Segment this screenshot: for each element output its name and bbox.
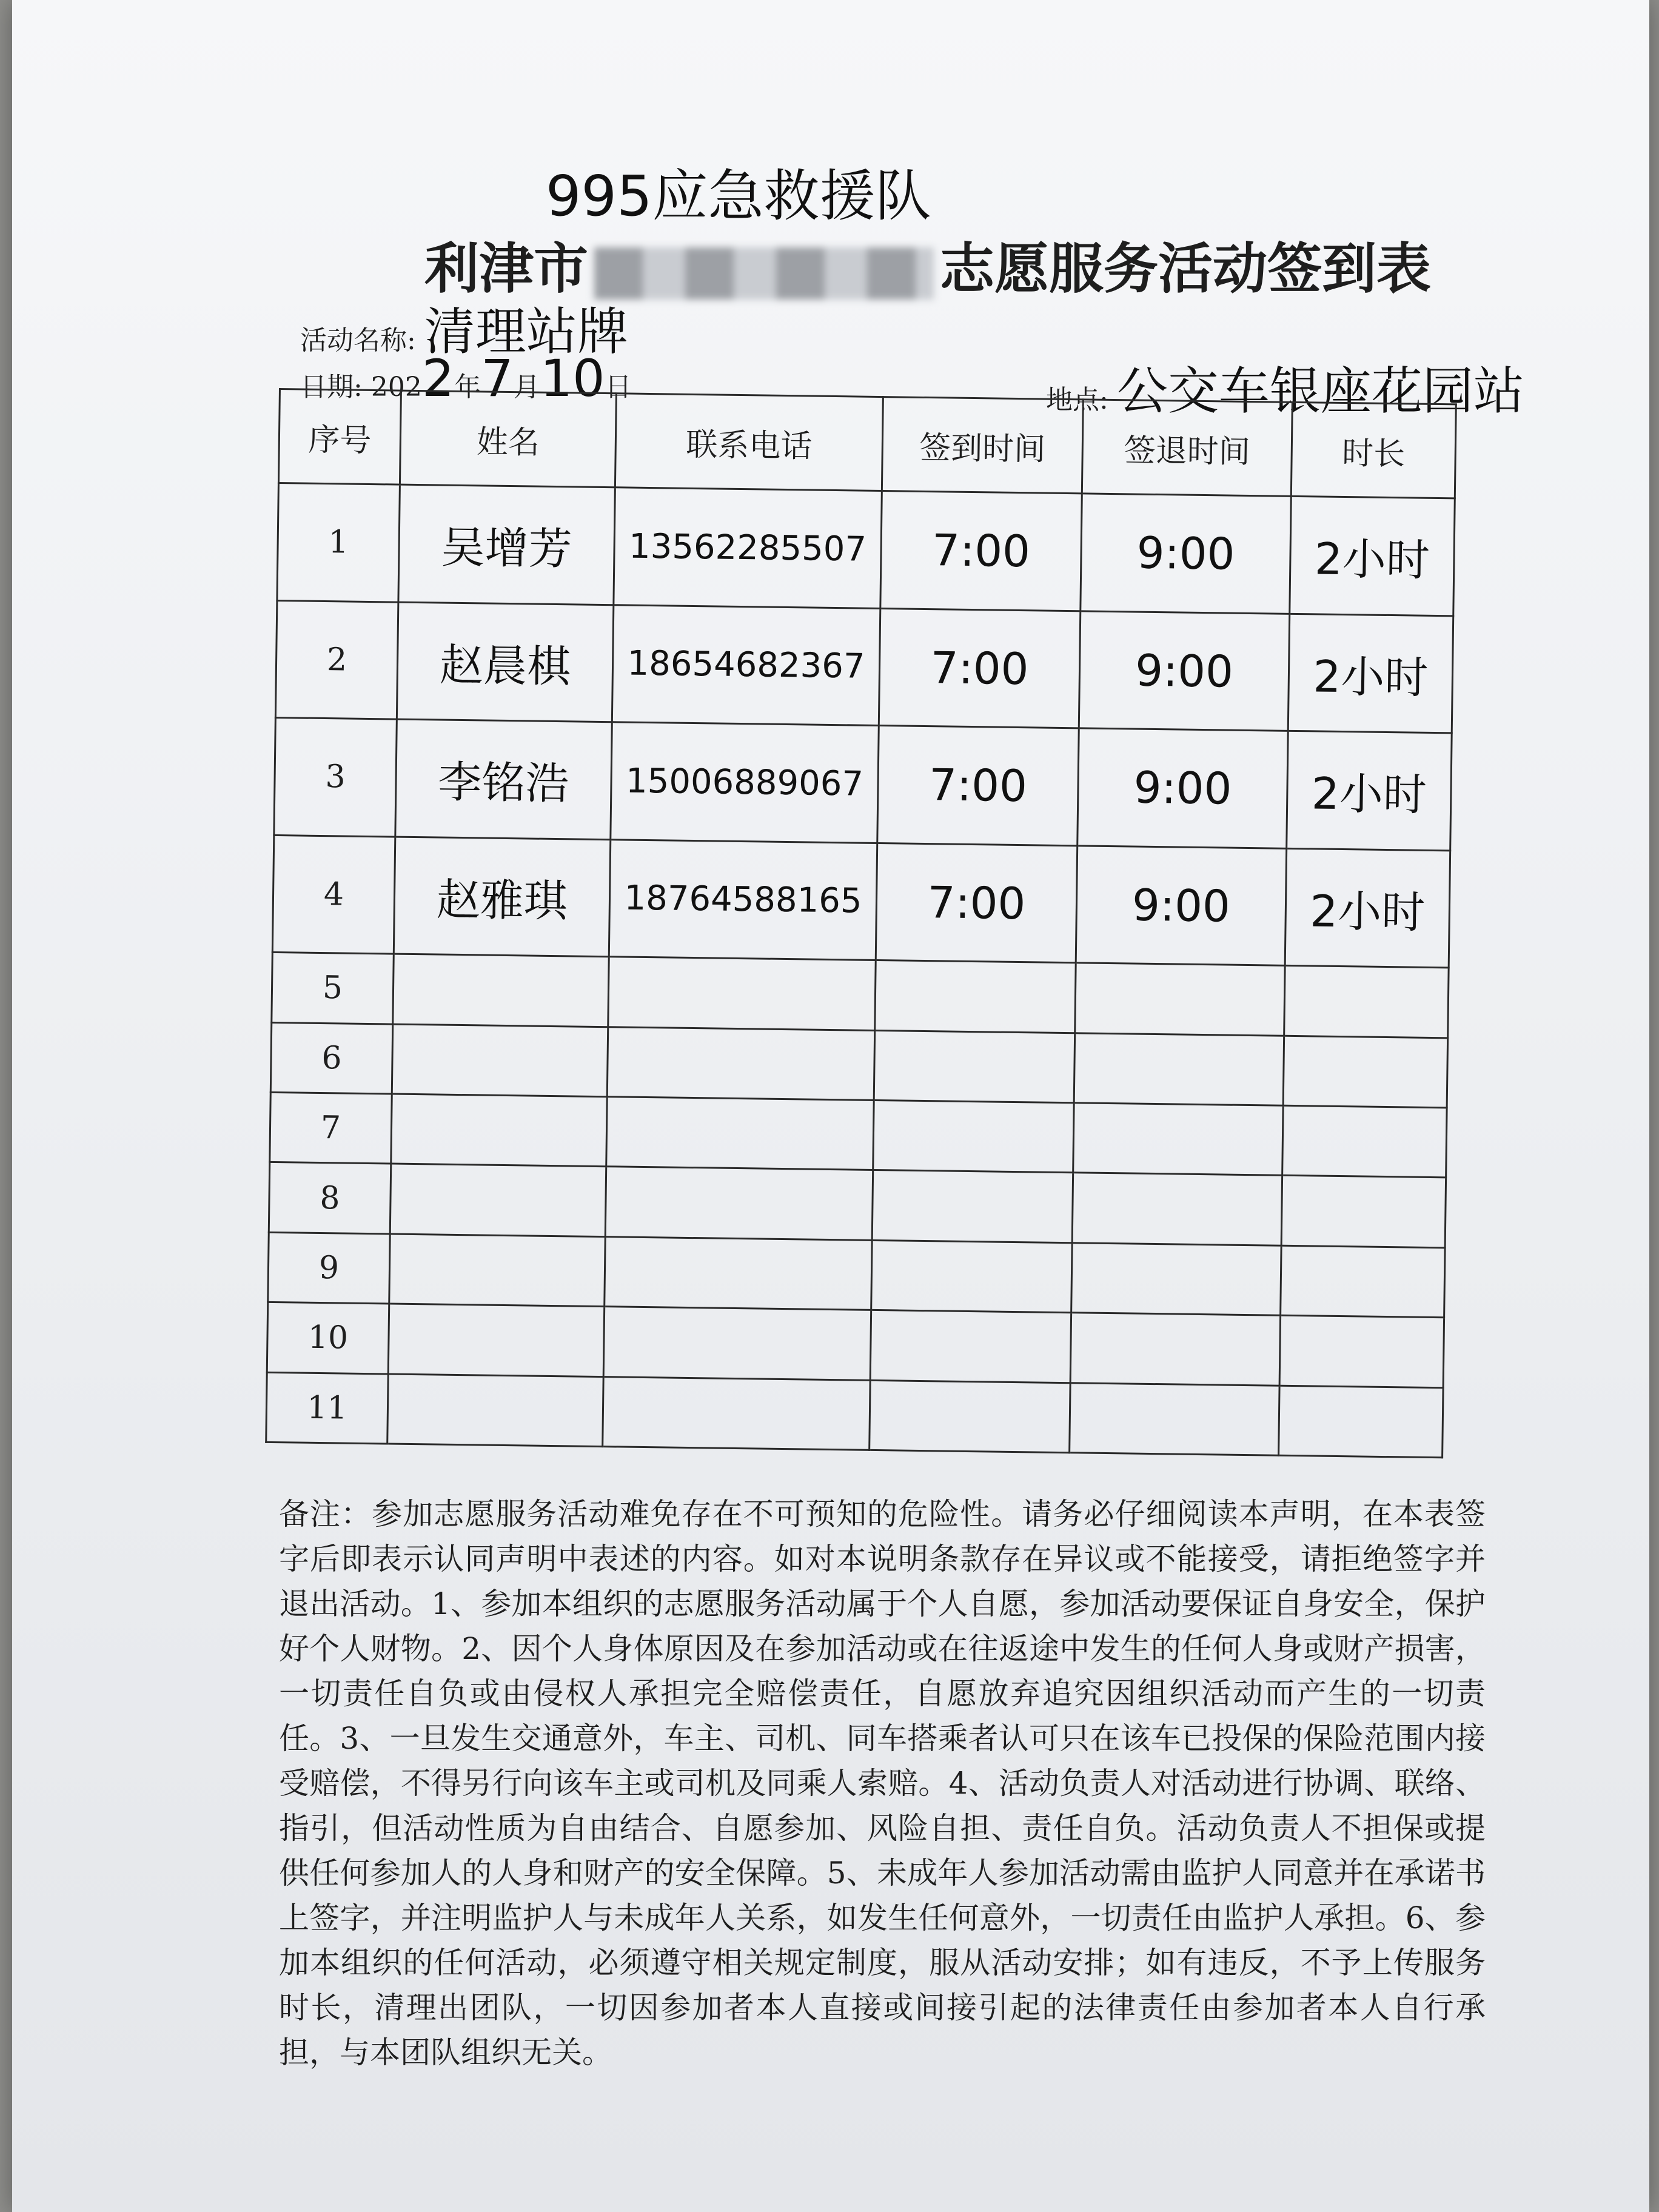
row-check-out: 9:00 — [1079, 611, 1290, 731]
row-phone — [605, 1236, 872, 1310]
row-index: 7 — [270, 1092, 392, 1164]
row-phone: 13562285507 — [614, 488, 882, 608]
table-row — [274, 718, 1452, 851]
row-duration: 2小时 — [1288, 614, 1453, 733]
row-check-in: 7:00 — [876, 843, 1078, 963]
row-check-out — [1073, 1103, 1283, 1176]
row-duration — [1281, 1245, 1445, 1318]
row-name: 赵晨棋 — [397, 602, 614, 722]
row-index: 11 — [266, 1372, 388, 1444]
date-year-handwritten: 2 — [421, 349, 455, 408]
disclaimer-notes: 备注：参加志愿服务活动难免存在不可预知的危险性。请务必仔细阅读本声明，在本表签字后即表示认同声明中表述的内容。如对本说明条款存在异议或不能接受，请拒绝签字并退出活动。1、参加本组织的志愿服务活动属于个人自愿，参加活动要保证自身安全，保护好个人财物。2、因个人身体原因及在参加活动或在往返途中发生的任何人身或财产损害，一切责任自负或由侵权人承担完全赔偿责任，自愿放弃追究因组织活动而产生的一切责任。3、一旦发生交通意外，车主、司机、同车搭乘者认可只在该车已投保的保险范围内接受赔偿，不得另行向该车主或司机及同乘人索赔。4、活动负责人对活动进行协调、联络、指引，但活动性质为自由结合、自愿参加、风险自担、责任自负。活动负责人不担保或提供任何参加人的人身和财产的安全保障。5、未成年人参加活动需由监护人同意并在承诺书上签字，并注明监护人与未成年人关系，如发生任何意外，一切责任由监护人承担。6、参加本组织的任何活动，必须遵守相关规定制度，服从活动安排；如有违反，不予上传服务时长，清理出团队，一切因参加者本人直接或间接引起的法律责任由参加者本人自行承担，与本团队组织无关。 — [279, 1496, 1486, 2070]
row-duration — [1282, 1105, 1447, 1178]
row-check-in: 7:00 — [879, 608, 1081, 728]
row-name — [390, 1164, 606, 1236]
location-label: 地点: — [1046, 384, 1108, 415]
row-duration: 2小时 — [1285, 848, 1450, 968]
row-index: 9 — [268, 1232, 390, 1304]
row-phone — [603, 1376, 870, 1450]
row-duration — [1283, 1036, 1447, 1108]
row-name: 李铭浩 — [395, 719, 612, 839]
row-check-out — [1074, 1033, 1284, 1105]
row-phone — [605, 1167, 873, 1240]
row-index: 3 — [274, 718, 397, 837]
row-index: 1 — [277, 483, 400, 602]
row-name — [388, 1304, 604, 1376]
row-name — [387, 1374, 603, 1447]
row-duration: 2小时 — [1290, 496, 1455, 615]
row-check-out — [1072, 1173, 1282, 1245]
row-name — [389, 1234, 605, 1307]
row-index: 5 — [272, 953, 394, 1024]
row-phone: 18764588165 — [609, 839, 877, 960]
date-day: 10 — [540, 349, 605, 408]
row-index: 2 — [275, 600, 398, 719]
activity-value: 清理站牌 — [424, 302, 628, 361]
row-duration — [1279, 1315, 1444, 1387]
row-phone — [607, 1027, 874, 1100]
header-name: 姓名 — [400, 390, 616, 488]
activity-label: 活动名称: — [300, 325, 416, 356]
header-phone: 联系电话 — [615, 394, 883, 491]
title-prefix: 利津市 — [424, 236, 588, 301]
row-duration: 2小时 — [1287, 731, 1452, 850]
row-name — [392, 1024, 608, 1097]
row-index: 10 — [267, 1302, 389, 1374]
date-month-unit: 月 — [513, 372, 540, 403]
row-check-out — [1070, 1382, 1279, 1455]
row-name — [393, 954, 609, 1027]
row-check-in — [874, 1030, 1074, 1103]
sign-in-sheet — [12, 0, 1649, 2212]
date-year-unit: 年 — [454, 372, 481, 403]
header-duration: 时长 — [1291, 402, 1456, 498]
row-check-in: 7:00 — [880, 491, 1082, 611]
row-check-in — [873, 1100, 1074, 1173]
table-row — [266, 1372, 1443, 1458]
date-day-unit: 日 — [605, 372, 632, 403]
date-year-printed: 202 — [370, 372, 422, 403]
row-check-out — [1070, 1313, 1280, 1386]
row-phone: 18654682367 — [612, 605, 880, 725]
row-phone — [608, 957, 876, 1030]
row-phone: 15006889067 — [611, 722, 879, 843]
row-index: 8 — [269, 1162, 390, 1234]
row-check-in — [872, 1170, 1073, 1243]
row-phone — [606, 1097, 874, 1170]
header-check-in: 签到时间 — [882, 397, 1083, 494]
row-check-in: 7:00 — [877, 726, 1079, 846]
row-name: 吴增芳 — [398, 484, 615, 605]
row-check-out: 9:00 — [1078, 728, 1289, 848]
table-row — [275, 600, 1453, 733]
row-duration — [1281, 1176, 1446, 1248]
row-check-out: 9:00 — [1081, 494, 1292, 614]
row-duration — [1279, 1386, 1443, 1458]
row-check-out — [1075, 963, 1285, 1036]
title-suffix: 志愿服务活动签到表 — [940, 236, 1431, 301]
row-index: 6 — [270, 1022, 392, 1094]
date-month: 7 — [481, 349, 514, 408]
location-value: 公交车银座花园站 — [1116, 361, 1524, 421]
row-check-out — [1071, 1242, 1281, 1315]
header-index: 序号 — [278, 389, 401, 485]
row-index: 4 — [272, 835, 395, 954]
row-name: 赵雅琪 — [394, 837, 611, 957]
table-row — [272, 835, 1450, 968]
header-check-out: 签退时间 — [1082, 400, 1292, 497]
row-check-in — [871, 1240, 1072, 1313]
table-row — [277, 483, 1455, 616]
redacted-blur — [594, 247, 934, 300]
row-check-in — [870, 1380, 1070, 1453]
row-name — [391, 1094, 607, 1167]
row-duration — [1284, 965, 1449, 1037]
row-check-in — [870, 1310, 1071, 1383]
attendance-table — [265, 388, 1457, 1458]
row-phone — [603, 1307, 871, 1380]
table-header-row — [278, 389, 1456, 498]
row-check-in — [875, 960, 1076, 1033]
handwritten-org-name: 995应急救援队 — [546, 164, 931, 229]
date-label: 日期: — [300, 372, 363, 403]
row-check-out: 9:00 — [1076, 845, 1287, 965]
